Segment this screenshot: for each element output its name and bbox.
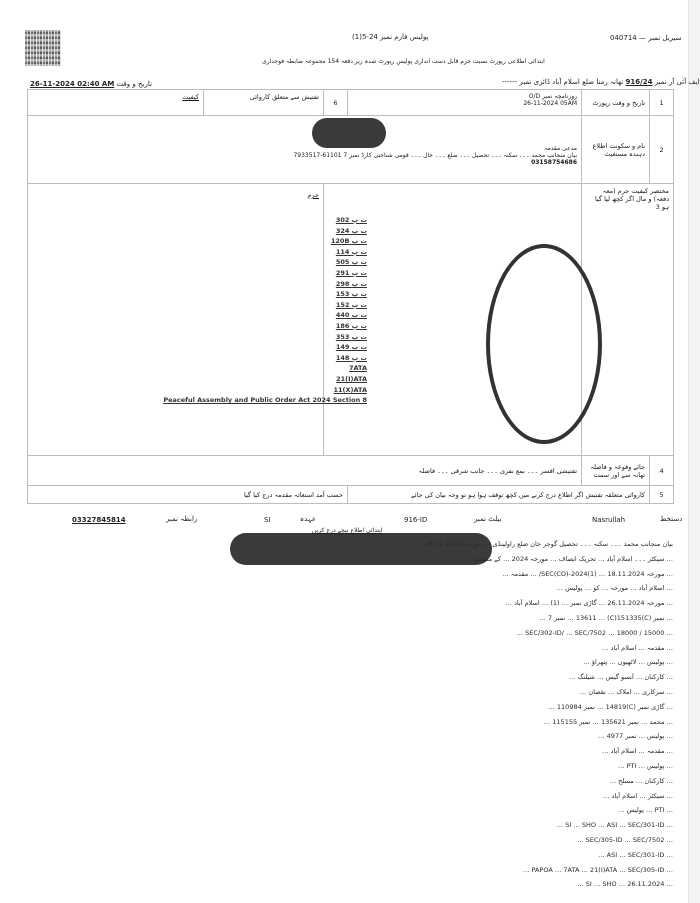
row6-value-text: کیفیت <box>182 93 199 101</box>
officer-rank-label: عہدہ <box>300 515 317 523</box>
district-label: ضلع <box>582 78 595 86</box>
officer-phone: 03327845814 <box>72 516 126 524</box>
row1-value-date: 26-11-2024 05AM <box>523 100 578 107</box>
qr-code-icon <box>25 30 61 66</box>
row2-complainant-details: بیان منجانب محمد ۔۔۔ سکنہ ۔۔۔ تحصیل ۔۔۔ ضلع ۔۔۔ حال ۔۔۔ قومی شناختی کارڈ نمبر 7 61101-7933517 <box>293 152 578 159</box>
serial-label: سیریل نمبر <box>648 34 682 42</box>
redaction-block <box>312 118 386 148</box>
district-value: اسلام آباد <box>552 78 580 86</box>
serial-value: 040714 <box>610 34 637 42</box>
offence-section: 21(I)ATA <box>336 375 367 383</box>
row6-label: تفتیش سے متعلق کاروائی <box>204 90 324 116</box>
offence-section: 149 ت پ <box>335 343 367 352</box>
offence-section: 440 ت پ <box>335 311 367 320</box>
offence-section: 298 ت پ <box>335 279 367 288</box>
row2-complainant-phone: 03158754686 <box>531 159 578 166</box>
page-edge <box>688 0 700 903</box>
fir-info-line <box>502 78 700 86</box>
narrative-line: … اسلام آباد … مورخہ … کو … پولیس … <box>556 584 673 593</box>
row5-number: 5 <box>650 486 674 504</box>
offence-section: 353 ت پ <box>335 332 367 341</box>
offence-section: 324 ت پ <box>335 226 367 235</box>
offence-section: 114 ت پ <box>335 247 367 256</box>
serial-number: 040714 — سیریل نمبر <box>610 34 682 42</box>
offence-section: Peaceful Assembly and Public Order Act 2024 Section 8 <box>163 396 367 405</box>
officer-name: Nasrullah <box>592 516 626 524</box>
datetime-label: تاریخ و وقت <box>116 80 152 88</box>
datetime-value: 26-11-2024 02:40 AM <box>30 80 115 88</box>
row5-value: حسب آمد استغاثہ مقدمہ درج کیا گیا <box>28 486 348 504</box>
officer-phone-label: رابطہ نمبر <box>166 515 198 523</box>
narrative-line: … پولیس … لاٹھیوں … پتھراؤ … <box>583 658 673 667</box>
row2-complainant-label: مدعی مقدمہ <box>544 145 578 152</box>
offence-section: 291 ت پ <box>335 269 367 277</box>
row1-value-label <box>352 93 577 100</box>
section-heading: جرم <box>307 191 319 199</box>
dairy-value: ------ <box>502 78 518 86</box>
row1-value-label-text: روزنامچہ نمبر <box>542 93 578 100</box>
offence-section: 120B ت پ <box>330 237 367 246</box>
offence-section: 152 ت پ <box>335 300 367 309</box>
row1-value-text: O/D <box>528 93 541 100</box>
offence-section: 186 ت پ <box>335 322 367 330</box>
row2-number: 2 <box>650 116 674 184</box>
table-row-5 <box>28 486 674 504</box>
form-title: پولیس فارم نمبر 24-5(1) <box>352 33 429 41</box>
offence-section: 153 ت پ <box>335 290 367 299</box>
row6-number: 6 <box>324 90 348 116</box>
narrative-line: … SI … SHO … ASI … SEC/301-ID … <box>556 821 673 830</box>
narrative-line: … پولیس … PTI … <box>618 762 673 770</box>
row3-label-text: مختصر کیفیت جرم (معہ دفعہ) و مال اگر کچھ لیا گیا ہو <box>594 187 670 211</box>
officer-belt-label: بیلٹ نمبر <box>474 515 502 523</box>
offence-section: 11(X)ATA <box>333 385 367 394</box>
photo-placeholder-ellipse <box>486 244 602 444</box>
fir-no-value: 916/24 <box>625 78 653 86</box>
narrative-line: … سرکاری … املاک … نقصان … <box>579 688 673 696</box>
offence-section: 505 ت پ <box>335 258 367 267</box>
thana-label: تھانہ <box>609 78 624 86</box>
narrative-line: … ASI … SEC/301-ID … <box>598 850 673 859</box>
narrative-line: … سیکٹر … اسلام آباد … <box>602 791 673 800</box>
narrative-line: … PTI … پولیس … <box>618 806 673 815</box>
narrative-line: … مورخہ 26.11.2024 … گاڑی نمبر … (1) … اسلام آباد … <box>505 599 673 608</box>
row2-value <box>28 116 582 184</box>
narrative-line: … نمبر (C)13611 … (C)151335 … نمبر 7 … <box>539 614 673 622</box>
table-row-1 <box>28 90 674 116</box>
narrative-line: … مقدمہ … اسلام آباد … <box>602 747 673 756</box>
row1-label: تاریخ و وقت رپورٹ <box>582 90 650 116</box>
row4-value: تفتیشی افسر ۔۔۔ بمع نفری ۔۔۔ جانب شرقی ۔۔۔ فاصلہ <box>28 456 582 486</box>
narrative-line: … SI … SHO … 26.11.2024 … <box>577 880 673 889</box>
narrative-line: … کارکنان … مسلح … <box>609 776 673 785</box>
narrative-line: … کارکنان … آنسو گیس … شیلنگ … <box>569 673 673 682</box>
narrative-line: … محمد … نمبر 135621 … نمبر 115155 … <box>543 717 673 726</box>
body-heading: ابتدائی اطلاع نیچے درج کریں <box>312 527 383 534</box>
row1-number: 1 <box>650 90 674 116</box>
report-datetime <box>30 80 152 88</box>
narrative-line: … سیکٹر ۔۔۔ اسلام آباد … تحریک انصاف … مورخہ 2024 … کے مطابق … <box>465 554 673 563</box>
fir-no-label: ایف آئی آر نمبر <box>654 78 700 86</box>
table-row-4 <box>28 456 674 486</box>
narrative-line: … پولیس … نمبر 4977 … <box>598 732 673 741</box>
narrative-line: … گاڑی نمبر (C)14819 … نمبر 110984 … <box>548 702 673 711</box>
officer-belt: 916-ID <box>404 516 428 524</box>
row1-value <box>348 90 582 116</box>
offence-section: 7ATA <box>348 364 367 373</box>
thana-value: رمنا <box>596 78 608 86</box>
narrative-line: … مورخہ 18.11.2024 … (1)2024-SEC(CO)/ … مقدمہ … <box>502 569 673 578</box>
row4-label: جائے وقوعہ و فاصلہ تھانہ سے اور سمت <box>582 456 650 486</box>
officer-rank: SI <box>264 516 271 524</box>
form-subtitle: ابتدائی اطلاعی رپورٹ نسبت جرم قابل دست اندازی پولیس رپورٹ شدہ زیر دفعہ 154 مجموعہ ضابطہ فوجداری <box>262 58 545 65</box>
dairy-label: ڈائری نمبر <box>519 78 550 86</box>
narrative-line: بیان منجانب محمد ۔۔۔ سکنہ ۔۔۔ تحصیل گوجر خان ضلع راولپنڈی … مورخہ 26.11.2024 … <box>416 540 673 548</box>
signature-label: دستخط <box>660 515 683 523</box>
row3-sections <box>28 184 324 456</box>
row6-value <box>28 90 204 116</box>
row4-number: 4 <box>650 456 674 486</box>
row5-label: کاروائی متعلقہ تفتیش اگر اطلاع درج کرنے میں کچھ توقف ہوا ہو تو وجہ بیان کی جائے <box>348 486 650 504</box>
row3-number: 3 <box>655 203 660 211</box>
offence-section: 148 ت پ <box>335 353 367 362</box>
narrative-line: … مقدمہ … اسلام آباد … <box>602 643 673 652</box>
row2-label: نام و سکونت اطلاع دہندہ مستغیث <box>582 116 650 184</box>
narrative-line: … SEC/305-ID … SEC/7502 … <box>577 836 673 844</box>
offence-section: 302 ت پ <box>335 216 367 224</box>
narrative-line: … 15000 / 18000 … SEC/302-ID/ … SEC/7502 … <box>516 628 673 637</box>
narrative-line: … PAPOA … 7ATA … 21(I)ATA … SEC/305-ID … <box>522 865 673 874</box>
